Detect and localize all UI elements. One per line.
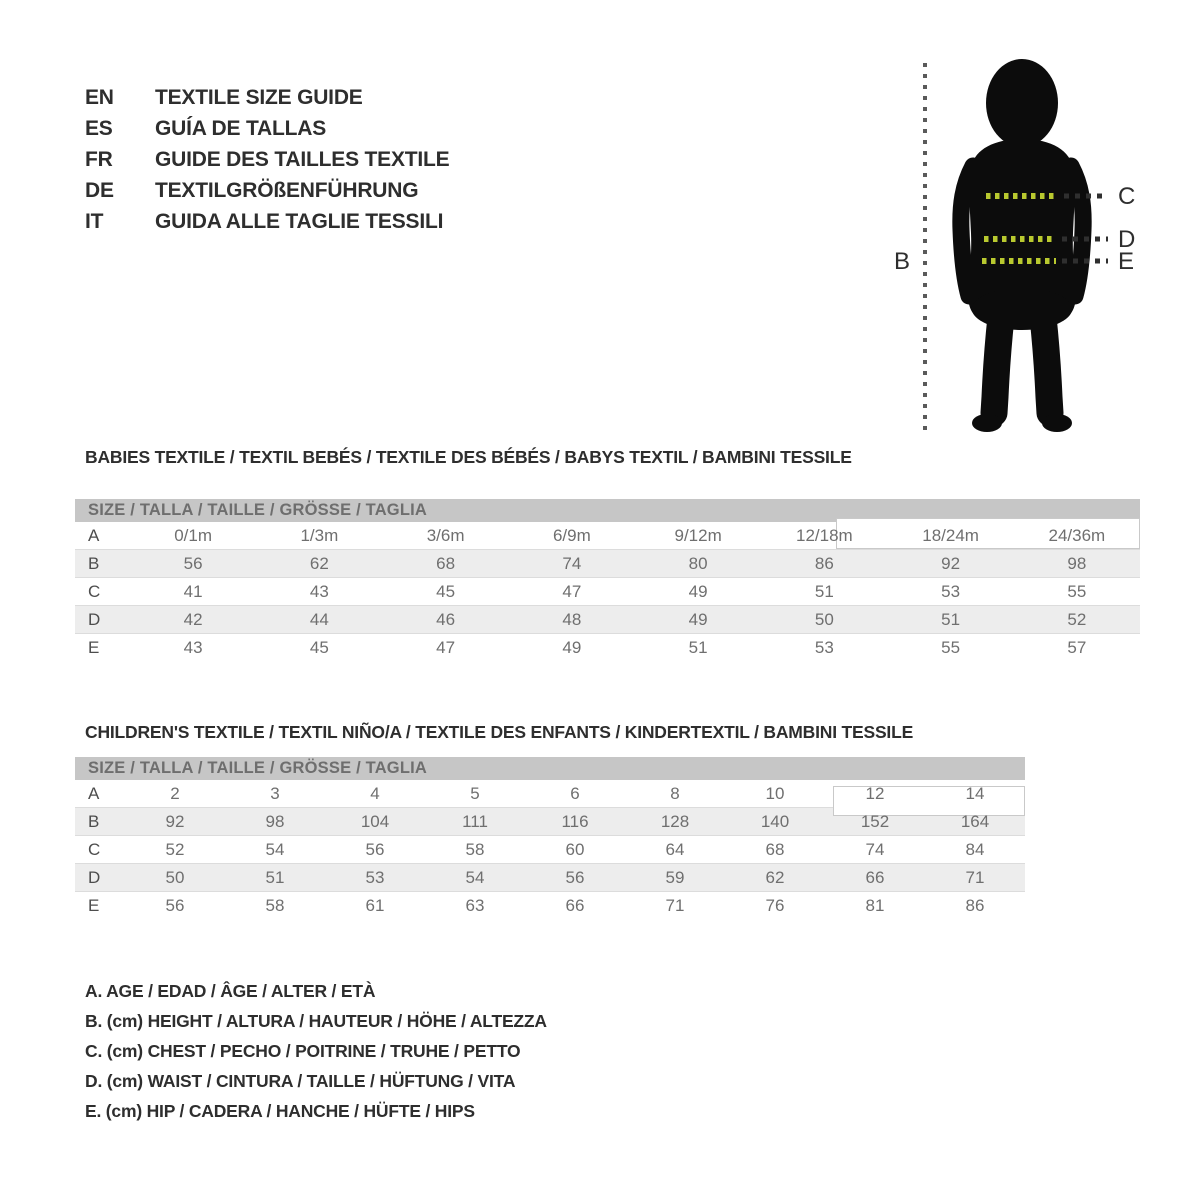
language-code: DE [85, 179, 114, 202]
size-cell: 45 [436, 581, 456, 601]
size-cell: 44 [309, 609, 329, 629]
table-row [75, 808, 1025, 836]
size-cell: 24/36m [1048, 525, 1106, 545]
size-cell: 9/12m [674, 525, 722, 545]
language-row [85, 175, 449, 206]
size-cell: 54 [465, 867, 485, 887]
size-cell: 49 [688, 609, 708, 629]
row-label: C [88, 839, 101, 859]
size-cell: 3 [270, 783, 280, 803]
size-cell: 104 [360, 811, 390, 831]
size-cell: 51 [265, 867, 285, 887]
waist-label: D [1118, 226, 1136, 253]
size-cell: 98 [265, 811, 285, 831]
row-label: D [88, 609, 101, 629]
size-cell: 55 [1067, 581, 1087, 601]
size-cell: 55 [941, 638, 961, 657]
row-label: E [88, 638, 100, 657]
row-label: A [88, 783, 100, 803]
size-cell: 52 [1067, 609, 1087, 629]
size-cell: 4 [370, 783, 380, 803]
size-cell: 42 [183, 609, 203, 629]
babies-section-title: BABIES TEXTILE / TEXTIL BEBÉS / TEXTILE DES BÉBÉS / BABYS TEXTIL / BAMBINI TESSILE [85, 447, 852, 467]
row-label: B [88, 553, 100, 573]
language-title: GUIDA ALLE TAGLIE TESSILI [155, 210, 444, 233]
size-cell: 58 [265, 896, 285, 915]
size-cell: 12/18m [796, 525, 853, 545]
size-cell: 74 [865, 839, 885, 859]
size-cell: 63 [465, 896, 485, 915]
size-cell: 52 [165, 839, 185, 859]
size-cell: 84 [965, 839, 985, 859]
children-size-table [75, 757, 1025, 920]
size-cell: 86 [965, 896, 985, 915]
language-code: EN [85, 86, 114, 109]
size-cell: 58 [465, 839, 485, 859]
size-cell: 43 [309, 581, 329, 601]
size-cell: 45 [309, 638, 329, 657]
size-cell: 14 [965, 783, 985, 803]
children-section-title: CHILDREN'S TEXTILE / TEXTIL NIÑO/A / TEXTILE DES ENFANTS / KINDERTEXTIL / BAMBINI TESSILE [85, 722, 914, 742]
row-label: D [88, 867, 101, 887]
size-cell: 76 [765, 896, 785, 915]
size-cell: 86 [814, 553, 834, 573]
size-cell: 49 [688, 581, 708, 601]
language-row [85, 144, 449, 175]
size-cell: 68 [436, 553, 456, 573]
legend-line-chest: C. (cm) CHEST / PECHO / POITRINE / TRUHE / PETTO [85, 1041, 521, 1061]
size-cell: 53 [941, 581, 961, 601]
size-cell: 128 [660, 811, 690, 831]
size-cell: 61 [365, 896, 385, 915]
language-title: TEXTILE SIZE GUIDE [155, 86, 363, 109]
language-row [85, 82, 449, 113]
size-cell: 2 [170, 783, 180, 803]
language-title: GUIDE DES TAILLES TEXTILE [155, 148, 450, 171]
size-header: SIZE / TALLA / TAILLE / GRÖSSE / TAGLIA [75, 499, 1140, 522]
size-cell: 62 [765, 867, 785, 887]
size-cell: 164 [960, 811, 990, 831]
language-code: IT [85, 210, 104, 233]
size-cell: 18/24m [922, 525, 979, 545]
table-row [75, 836, 1025, 864]
size-cell: 41 [183, 581, 203, 601]
size-cell: 57 [1067, 638, 1087, 657]
size-cell: 56 [165, 896, 185, 915]
size-cell: 56 [565, 867, 585, 887]
size-cell: 53 [814, 638, 834, 657]
language-code: ES [85, 117, 113, 140]
size-cell: 49 [562, 638, 582, 657]
size-cell: 140 [760, 811, 790, 831]
size-cell: 51 [688, 638, 708, 657]
table-row [75, 578, 1140, 606]
size-cell: 74 [562, 553, 582, 573]
table-row [75, 550, 1140, 578]
size-cell: 51 [941, 609, 961, 629]
size-cell: 62 [309, 553, 329, 573]
size-cell: 92 [165, 811, 185, 831]
row-label: B [88, 811, 100, 831]
size-cell: 64 [665, 839, 685, 859]
size-cell: 10 [765, 783, 785, 803]
size-cell: 54 [265, 839, 285, 859]
size-cell: 8 [670, 783, 680, 803]
size-cell: 1/3m [300, 525, 339, 545]
child-measure-figure [870, 45, 1150, 445]
size-cell: 53 [365, 867, 385, 887]
size-cell: 59 [665, 867, 685, 887]
size-cell: 66 [865, 867, 885, 887]
legend-line-height: B. (cm) HEIGHT / ALTURA / HAUTEUR / HÖHE / ALTEZZA [85, 1011, 547, 1031]
language-code: FR [85, 148, 113, 171]
row-label: E [88, 896, 100, 915]
legend-line-age: A. AGE / EDAD / ÂGE / ALTER / ETÀ [85, 981, 376, 1001]
language-title: GUÍA DE TALLAS [155, 117, 327, 140]
size-cell: 81 [865, 896, 885, 915]
size-cell: 116 [561, 811, 589, 831]
size-cell: 98 [1067, 553, 1087, 573]
size-cell: 50 [814, 609, 834, 629]
size-cell: 66 [565, 896, 585, 915]
size-cell: 92 [941, 553, 961, 573]
hip-label: E [1118, 248, 1135, 275]
size-cell: 56 [365, 839, 385, 859]
child-silhouette-icon [961, 59, 1083, 432]
legend-line-waist: D. (cm) WAIST / CINTURA / TAILLE / HÜFTUNG / VITA [85, 1071, 516, 1091]
size-cell: 43 [183, 638, 203, 657]
size-cell: 51 [814, 581, 834, 601]
size-cell: 12 [865, 783, 885, 803]
size-cell: 0/1m [174, 525, 213, 545]
table-row [75, 634, 1140, 662]
size-cell: 5 [470, 783, 480, 803]
language-title: TEXTILGRÖßENFÜHRUNG [155, 179, 419, 202]
size-cell: 46 [436, 609, 456, 629]
size-cell: 152 [860, 811, 890, 831]
size-cell: 71 [965, 867, 985, 887]
size-cell: 47 [436, 638, 456, 657]
language-row [85, 206, 449, 237]
size-cell: 6 [570, 783, 580, 803]
size-cell: 71 [665, 896, 685, 915]
size-cell: 111 [462, 811, 488, 831]
size-cell: 48 [562, 609, 582, 629]
size-cell: 47 [562, 581, 582, 601]
size-header: SIZE / TALLA / TAILLE / GRÖSSE / TAGLIA [75, 757, 1025, 780]
table-row [75, 864, 1025, 892]
size-cell: 50 [165, 867, 185, 887]
table-row [75, 892, 1025, 920]
size-cell: 80 [688, 553, 708, 573]
size-cell: 56 [183, 553, 203, 573]
measurement-legend [85, 976, 547, 1126]
language-row [85, 113, 449, 144]
table-row [75, 606, 1140, 634]
language-title-list [85, 82, 449, 237]
legend-line-hip: E. (cm) HIP / CADERA / HANCHE / HÜFTE / HIPS [85, 1101, 475, 1121]
size-cell: 60 [565, 839, 585, 859]
chest-label: C [1118, 183, 1136, 210]
height-label: B [894, 248, 911, 275]
row-label: C [88, 581, 101, 601]
size-cell: 3/6m [426, 525, 465, 545]
size-cell: 68 [765, 839, 785, 859]
row-label: A [88, 525, 100, 545]
size-cell: 6/9m [552, 525, 591, 545]
